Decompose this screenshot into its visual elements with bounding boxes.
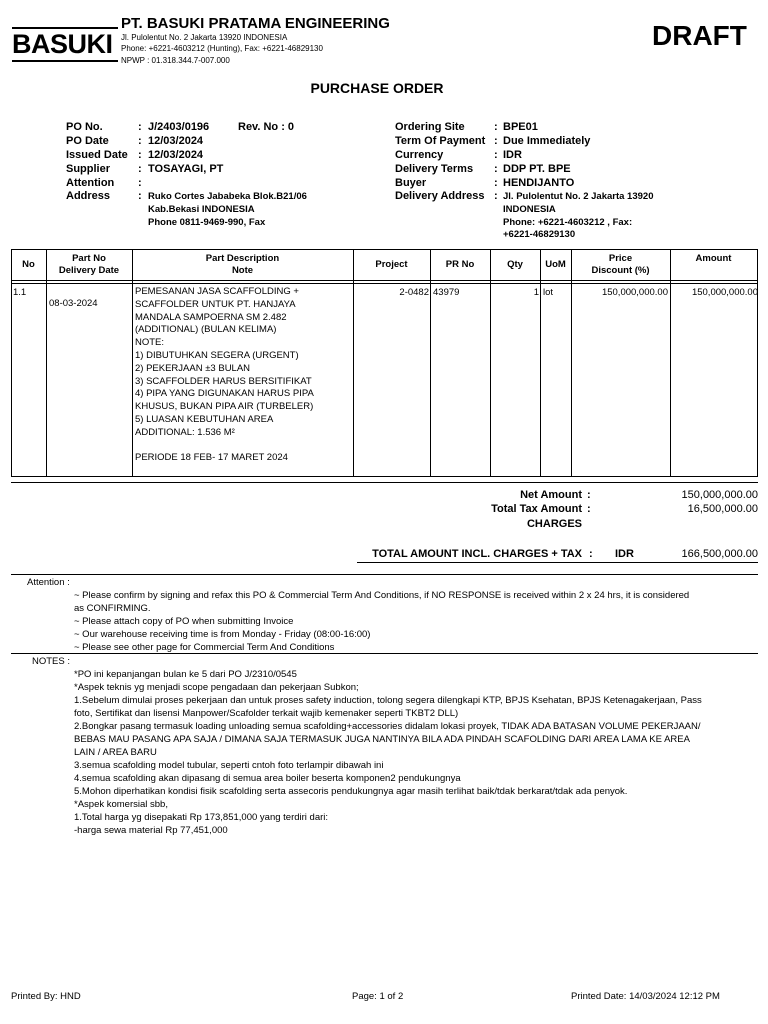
col-header-project: Project xyxy=(375,259,408,270)
table-rule xyxy=(571,249,572,477)
row-uom: lot xyxy=(543,287,554,298)
row-pr-no: 43979 xyxy=(433,287,460,298)
note-line: *Aspek teknis yg menjadi scope pengadaan dan pekerjaan Subkon; xyxy=(74,682,359,693)
po-no-colon: : xyxy=(138,121,142,133)
note-line: *PO ini kepanjangan bulan ke 5 dari PO J/2310/0545 xyxy=(74,669,297,680)
currency-colon: : xyxy=(494,149,498,161)
delivery-address-line: INDONESIA xyxy=(503,204,556,215)
ordering-site-value: BPE01 xyxy=(503,121,538,133)
grand-total-label: TOTAL AMOUNT INCL. CHARGES + TAX xyxy=(372,548,582,560)
po-date-colon: : xyxy=(138,135,142,147)
description-line: MANDALA SAMPOERNA SM 2.482 xyxy=(135,311,287,323)
description-line: 3) SCAFFOLDER HARUS BERSITIFIKAT xyxy=(135,375,312,387)
printed-by: Printed By: HND xyxy=(11,991,81,1002)
row-no: 1.1 xyxy=(13,287,27,298)
address-label: Address xyxy=(66,190,111,202)
note-line: 2.Bongkar pasang termasuk loading unloading semua scafolding+accessories didalam lokasi proyek, TIDAK ADA BATASAN VOLUME PEKERJAAN/ xyxy=(74,721,701,732)
col-header-part-no: Part No xyxy=(72,253,106,264)
description-line: 1) DIBUTUHKAN SEGERA (URGENT) xyxy=(135,350,299,361)
attention-line: ~ Please attach copy of PO when submitting Invoice xyxy=(74,616,294,627)
grand-total-underline xyxy=(357,562,758,563)
note-line: 5.Mohon diperhatikan kondisi fisik scafolding serta assecoris pendukungnya agar masih terlihat baik/tdak berkarat/tdak ada penyok. xyxy=(74,786,628,797)
description-line: 4) PIPA YANG DIGUNAKAN HARUS PIPA xyxy=(135,388,314,400)
company-logo xyxy=(10,27,118,67)
currency-value: IDR xyxy=(503,149,522,161)
net-amount-value: 150,000,000.00 xyxy=(681,489,758,501)
supplier-address-line: Ruko Cortes Jababeka Blok.B21/06 xyxy=(148,191,307,202)
attention-line: ~ Our warehouse receiving time is from Monday - Friday (08:00-16:00) xyxy=(74,629,371,640)
delivery-terms-label: Delivery Terms xyxy=(395,163,474,175)
description-line: 2) PEKERJAAN ±3 BULAN xyxy=(135,362,251,374)
col-header-uom: UoM xyxy=(545,259,566,270)
description-line: 5) LUASAN KEBUTUHAN AREA xyxy=(135,414,274,425)
total-tax-value: 16,500,000.00 xyxy=(687,503,758,515)
supplier-colon: : xyxy=(138,163,142,175)
delivery-address-label: Delivery Address xyxy=(395,190,485,202)
note-line: 1.Sebelum dimulai proses pekerjaan dan untuk proses safety induction, tolong segera dilengkapi KTP, BPJS Ksehatan, BPJS Ketenagakerjaan, Pass xyxy=(74,695,702,706)
description-line: PEMESANAN JASA SCAFFOLDING + xyxy=(135,286,299,297)
charges-label: CHARGES xyxy=(526,518,582,530)
delivery-address-colon: : xyxy=(494,190,498,202)
table-rule xyxy=(490,249,491,477)
draft-watermark-label: DRAFT xyxy=(652,20,747,51)
note-line: 4.semua scafolding akan dipasang di semua area boiler beserta komponen2 pendukungnya xyxy=(74,773,461,784)
net-amount-colon: : xyxy=(587,489,591,501)
supplier-value: TOSAYAGI, PT xyxy=(148,163,224,175)
po-date-value: 12/03/2024 xyxy=(148,135,204,147)
table-rule xyxy=(11,283,758,284)
currency-label: Currency xyxy=(395,149,444,161)
grand-total-currency: IDR xyxy=(615,548,634,560)
term-of-payment-colon: : xyxy=(494,135,498,147)
company-name: PT. BASUKI PRATAMA ENGINEERING xyxy=(121,15,390,32)
po-no-value: J/2403/0196 xyxy=(148,121,210,133)
description-line: SCAFFOLDER UNTUK PT. HANJAYA xyxy=(135,298,296,310)
table-rule xyxy=(132,249,133,477)
col-header-price: Price xyxy=(608,253,633,264)
col-header-part-description: Part Description xyxy=(205,253,280,264)
po-no-label: PO No. xyxy=(66,121,103,133)
table-rule xyxy=(430,249,431,477)
attention-line: ~ Please confirm by signing and refax this PO & Commercial Term And Conditions, if NO RESPONSE is received within 2 x 24 hrs, it is considered xyxy=(74,590,690,601)
term-of-payment-value: Due Immediately xyxy=(503,135,591,147)
printed-date: Printed Date: 14/03/2024 12:12 PM xyxy=(571,991,720,1002)
row-amount: 150,000,000.00 xyxy=(691,287,758,298)
supplier-label: Supplier xyxy=(66,163,111,175)
attention-heading: Attention : xyxy=(27,577,70,588)
note-line: BEBAS MAU PASANG APA SAJA / DIMANA SAJA TERMASUK JUGA NANTINYA BILA ADA PINDAH SCAFOLDING DARI AREA LAMA KE AREA xyxy=(74,734,690,745)
col-header-note: Note xyxy=(231,265,254,276)
section-divider xyxy=(11,653,758,654)
term-of-payment-label: Term Of Payment xyxy=(395,135,486,147)
row-delivery-date: 08-03-2024 xyxy=(49,298,98,309)
attention-label: Attention xyxy=(66,177,115,189)
description-line: KHUSUS, BUKAN PIPA AIR (TURBELER) xyxy=(135,401,314,413)
ordering-site-label: Ordering Site xyxy=(395,121,465,133)
buyer-colon: : xyxy=(494,177,498,189)
description-line: (ADDITIONAL) (BULAN KELIMA) xyxy=(135,324,277,336)
grand-total-value: 166,500,000.00 xyxy=(681,548,758,560)
delivery-terms-colon: : xyxy=(494,163,498,175)
logo-rule-top xyxy=(12,27,118,29)
col-header-pr-no: PR No xyxy=(445,259,475,270)
note-line: 1.Total harga yg disepakati Rp 173,851,000 yang terdiri dari: xyxy=(74,812,329,823)
col-header-no: No xyxy=(22,259,35,270)
attention-colon: : xyxy=(138,177,142,189)
supplier-address-line: Phone 0811-9469-990, Fax xyxy=(148,217,266,228)
attention-line: as CONFIRMING. xyxy=(74,603,151,614)
logo-rule-bottom xyxy=(12,60,118,62)
description-line: ADDITIONAL: 1.536 M² xyxy=(135,426,235,438)
note-line: -harga sewa material Rp 77,451,000 xyxy=(74,825,228,836)
table-rule xyxy=(11,476,758,477)
note-line: foto, Sertifikat dan lisensi Manpower/Scafolder terkait wajib kemenaker seperti TKBT2 DLL) xyxy=(74,708,459,719)
note-line: 3.semua scafolding model tubular, seperti cntoh foto terlampir dibawah ini xyxy=(74,760,384,771)
table-rule xyxy=(11,249,758,250)
note-line: *Aspek komersial sbb, xyxy=(74,799,168,810)
buyer-label: Buyer xyxy=(395,177,427,189)
page-number: Page: 1 of 2 xyxy=(352,991,404,1002)
table-rule xyxy=(11,249,12,477)
table-rule xyxy=(11,482,758,483)
table-rule xyxy=(757,249,758,477)
table-rule xyxy=(540,249,541,477)
grand-total-colon: : xyxy=(589,548,593,560)
row-qty: 1 xyxy=(533,287,539,298)
col-header-delivery-date: Delivery Date xyxy=(58,265,120,276)
issued-date-value: 12/03/2024 xyxy=(148,149,204,161)
address-colon: : xyxy=(138,190,142,202)
section-divider xyxy=(11,574,758,575)
delivery-address-line: +6221-46829130 xyxy=(503,229,576,240)
delivery-address-line: Phone: +6221-4603212 , Fax: xyxy=(503,217,633,228)
po-date-label: PO Date xyxy=(66,135,109,147)
notes-heading: NOTES : xyxy=(32,656,71,667)
table-rule xyxy=(46,249,47,477)
col-header-discount: Discount (%) xyxy=(591,265,650,276)
company-phone: Phone: +6221-4603212 (Hunting), Fax: +6221-46829130 xyxy=(121,44,323,53)
delivery-address-line: Jl. Pulolentut No. 2 Jakarta 13920 xyxy=(503,191,654,202)
col-header-qty: Qty xyxy=(507,259,523,270)
table-rule xyxy=(670,249,671,477)
col-header-amount: Amount xyxy=(695,253,732,264)
row-project: 2-0482 xyxy=(399,287,429,298)
net-amount-label: Net Amount xyxy=(520,489,582,501)
row-price: 150,000,000.00 xyxy=(601,287,668,298)
table-rule xyxy=(11,280,758,281)
note-line: LAIN / AREA BARU xyxy=(74,747,157,758)
supplier-address-line: Kab.Bekasi INDONESIA xyxy=(148,204,255,215)
ordering-site-colon: : xyxy=(494,121,498,133)
logo-text: BASUKI xyxy=(12,29,113,59)
issued-date-label: Issued Date xyxy=(66,149,128,161)
buyer-value: HENDIJANTO xyxy=(503,177,575,189)
issued-date-colon: : xyxy=(138,149,142,161)
description-line: NOTE: xyxy=(135,337,165,349)
description-line: PERIODE 18 FEB- 17 MARET 2024 xyxy=(135,452,288,464)
attention-line: ~ Please see other page for Commercial Term And Conditions xyxy=(74,642,335,653)
rev-no: Rev. No : 0 xyxy=(238,121,295,133)
table-rule xyxy=(353,249,354,477)
delivery-terms-value: DDP PT. BPE xyxy=(503,163,571,175)
total-tax-colon: : xyxy=(587,503,591,515)
total-tax-label: Total Tax Amount xyxy=(491,503,582,515)
company-npwp: NPWP : 01.318.344.7-007.000 xyxy=(121,56,230,65)
document-title: PURCHASE ORDER xyxy=(310,80,444,96)
company-address: Jl. Pulolentut No. 2 Jakarta 13920 INDONESIA xyxy=(121,33,288,42)
